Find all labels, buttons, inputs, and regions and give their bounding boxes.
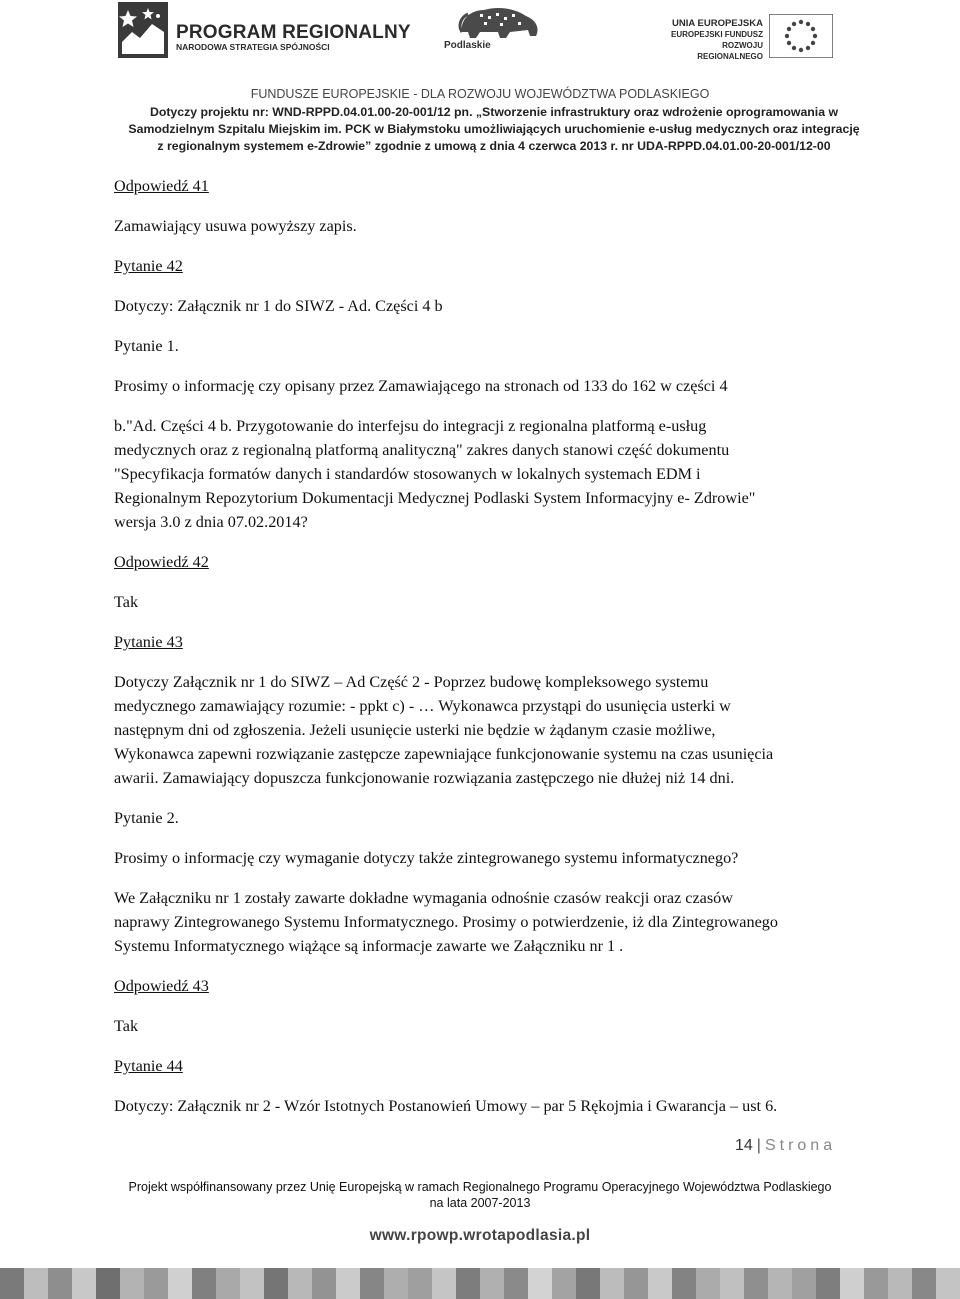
stripe-segment: [840, 1268, 864, 1299]
project-line-2: Samodzielnym Szpitalu Miejskim im. PCK w Białymstoku umożliwiających uruchomienie e-usług medycznych oraz integrację: [128, 122, 860, 136]
question-44-text: Dotyczy: Załącznik nr 2 - Wzór Istotnych Postanowień Umowy – par 5 Rękojmia i Gwarancja – ust 6.: [114, 1097, 778, 1115]
stripe-segment: [0, 1268, 24, 1299]
eu-logo: [655, 14, 835, 60]
question-43-para-line: następnym dni od zgłoszenia. Jeżeli usunięcie usterki nie będzie w żądanym czasie możliwe,: [114, 721, 716, 739]
podlaskie-logo: [440, 2, 550, 62]
question-43-para-line: Wykonawca zapewni rozwiązanie zastępcze zapewniające funkcjonowanie systemu na czas usunięcia: [114, 745, 774, 763]
page-number: [735, 1137, 836, 1155]
stripe-segment: [144, 1268, 168, 1299]
stripe-segment: [552, 1268, 576, 1299]
stripe-segment: [480, 1268, 504, 1299]
program-title: PROGRAM REGIONALNY: [176, 22, 411, 43]
answer-42-heading: Odpowiedź 42: [114, 553, 209, 571]
program-subtitle: NARODOWA STRATEGIA SPÓJNOŚCI: [176, 42, 330, 52]
stripe-segment: [624, 1268, 648, 1299]
question-42-para-line: Regionalnym Repozytorium Dokumentacji Medycznej Podlaski System Informacyjny e- Zdrowie": [114, 489, 756, 507]
question-43-subheading: Pytanie 2.: [114, 809, 179, 827]
stripe-segment: [96, 1268, 120, 1299]
stripe-segment: [240, 1268, 264, 1299]
stripe-segment: [360, 1268, 384, 1299]
stripe-segment: [504, 1268, 528, 1299]
question-43-para2-line: naprawy Zintegrowanego Systemu Informatycznego. Prosimy o potwierdzenie, iż dla Zintegrowanego: [114, 913, 778, 931]
cofinance-line-2: na lata 2007-2013: [429, 1196, 531, 1210]
question-42-subheading: Pytanie 1.: [114, 337, 179, 355]
stripe-segment: [48, 1268, 72, 1299]
question-43-heading: Pytanie 43: [114, 633, 183, 651]
eu-line-1: UNIA EUROPEJSKA: [672, 18, 763, 29]
eu-text: [655, 18, 763, 62]
question-42-para-line: wersja 3.0 z dnia 07.02.2014?: [114, 513, 308, 531]
question-43-para2-line: Systemu Informatycznego wiążące są informacje zawarte we Załączniku nr 1 .: [114, 937, 624, 955]
stripe-segment: [792, 1268, 816, 1299]
question-42-heading: Pytanie 42: [114, 257, 183, 275]
stripe-segment: [168, 1268, 192, 1299]
program-regionalny-logo: [118, 2, 411, 68]
question-43-para-line: medycznego zamawiający rozumie: - ppkt c) - … Wykonawca przystąpi do usunięcia usterki w: [114, 697, 731, 715]
stripe-segment: [264, 1268, 288, 1299]
stripe-segment: [24, 1268, 48, 1299]
bison-icon: [440, 2, 550, 42]
stripe-segment: [888, 1268, 912, 1299]
answer-43-heading: Odpowiedź 43: [114, 977, 209, 995]
answer-43-text: Tak: [114, 1017, 139, 1035]
stripe-segment: [408, 1268, 432, 1299]
question-42-para-line: b."Ad. Części 4 b. Przygotowanie do interfejsu do integracji z regionalna platformą e-usług: [114, 417, 707, 435]
stripe-segment: [312, 1268, 336, 1299]
question-43-para-line: awarii. Zamawiający dopuszcza funkcjonowanie rozwiązania zastępczego nie dłużej niż 14 dni.: [114, 769, 735, 787]
answer-42-text: Tak: [114, 593, 139, 611]
stripe-segment: [384, 1268, 408, 1299]
stripe-segment: [720, 1268, 744, 1299]
stripe-segment: [936, 1268, 960, 1299]
footer-url: www.rpowp.wrotapodlasia.pl: [369, 1227, 591, 1244]
question-42-para-line: medycznych oraz z regionalną platformą analityczną" zakres danych stanowi część dokumentu: [114, 441, 730, 459]
eu-line-2: EUROPEJSKI FUNDUSZ: [670, 30, 763, 39]
page-number-value: 14: [735, 1137, 753, 1154]
stripe-segment: [216, 1268, 240, 1299]
stripe-segment: [672, 1268, 696, 1299]
question-43-question: Prosimy o informację czy wymaganie dotyczy także zintegrowanego systemu informatycznego?: [114, 849, 739, 867]
region-logo-text: Podlaskie: [444, 40, 491, 51]
stripe-segment: [336, 1268, 360, 1299]
cofinance-note: [0, 1179, 960, 1211]
decorative-stripe-bar: [0, 1268, 960, 1299]
stripe-segment: [768, 1268, 792, 1299]
stripe-segment: [192, 1268, 216, 1299]
stripe-segment: [432, 1268, 456, 1299]
project-info: [104, 104, 884, 155]
stripe-segment: [600, 1268, 624, 1299]
stripe-segment: [816, 1268, 840, 1299]
answer-41-text: Zamawiający usuwa powyższy zapis.: [114, 217, 357, 235]
stripe-segment: [120, 1268, 144, 1299]
question-42-reference: Dotyczy: Załącznik nr 1 do SIWZ - Ad. Części 4 b: [114, 297, 443, 315]
cofinance-line-1: Projekt współfinansowany przez Unię Europejską w ramach Regionalnego Programu Operacyjnego Województwa Podlaskiego: [128, 1180, 832, 1194]
stripe-segment: [528, 1268, 552, 1299]
eu-flag-icon: [769, 14, 833, 58]
program-emblem-icon: [118, 2, 168, 58]
stripe-segment: [456, 1268, 480, 1299]
stripe-segment: [648, 1268, 672, 1299]
stripe-segment: [912, 1268, 936, 1299]
question-42-line: Prosimy o informację czy opisany przez Zamawiającego na stronach od 133 do 162 w części 4: [114, 377, 728, 395]
answer-41-heading: Odpowiedź 41: [114, 177, 209, 195]
funds-line: FUNDUSZE EUROPEJSKIE - DLA ROZWOJU WOJEWÓDZTWA PODLASKIEGO: [250, 87, 710, 101]
stripe-segment: [288, 1268, 312, 1299]
document-body: [114, 174, 854, 1118]
question-42-para-line: "Specyfikacja formatów danych i standardów stosowanych w lokalnych systemach EDM i: [114, 465, 701, 483]
eu-line-3: ROZWOJU REGIONALNEGO: [697, 41, 763, 61]
page-word: Strona: [764, 1137, 837, 1154]
stripe-segment: [864, 1268, 888, 1299]
question-44-heading: Pytanie 44: [114, 1057, 183, 1075]
project-line-1: Dotyczy projektu nr: WND-RPPD.04.01.00-20-001/12 pn. „Stworzenie infrastruktury oraz wdrożenie oprogramowania w: [149, 105, 839, 119]
project-line-3: z regionalnym systemem e-Zdrowie” zgodnie z umową z dnia 4 czerwca 2013 r. nr UDA-RPPD.04.01.00-20-001/12-00: [157, 139, 831, 153]
stripe-segment: [696, 1268, 720, 1299]
page-separator: |: [756, 1137, 761, 1154]
stripe-segment: [744, 1268, 768, 1299]
header-logos: [0, 0, 960, 80]
stripe-segment: [72, 1268, 96, 1299]
question-43-para2-line: We Załączniku nr 1 zostały zawarte dokładne wymagania odnośnie czasów reakcji oraz czasów: [114, 889, 733, 907]
question-43-para-line: Dotyczy Załącznik nr 1 do SIWZ – Ad Część 2 - Poprzez budowę kompleksowego systemu: [114, 673, 709, 691]
stripe-segment: [576, 1268, 600, 1299]
